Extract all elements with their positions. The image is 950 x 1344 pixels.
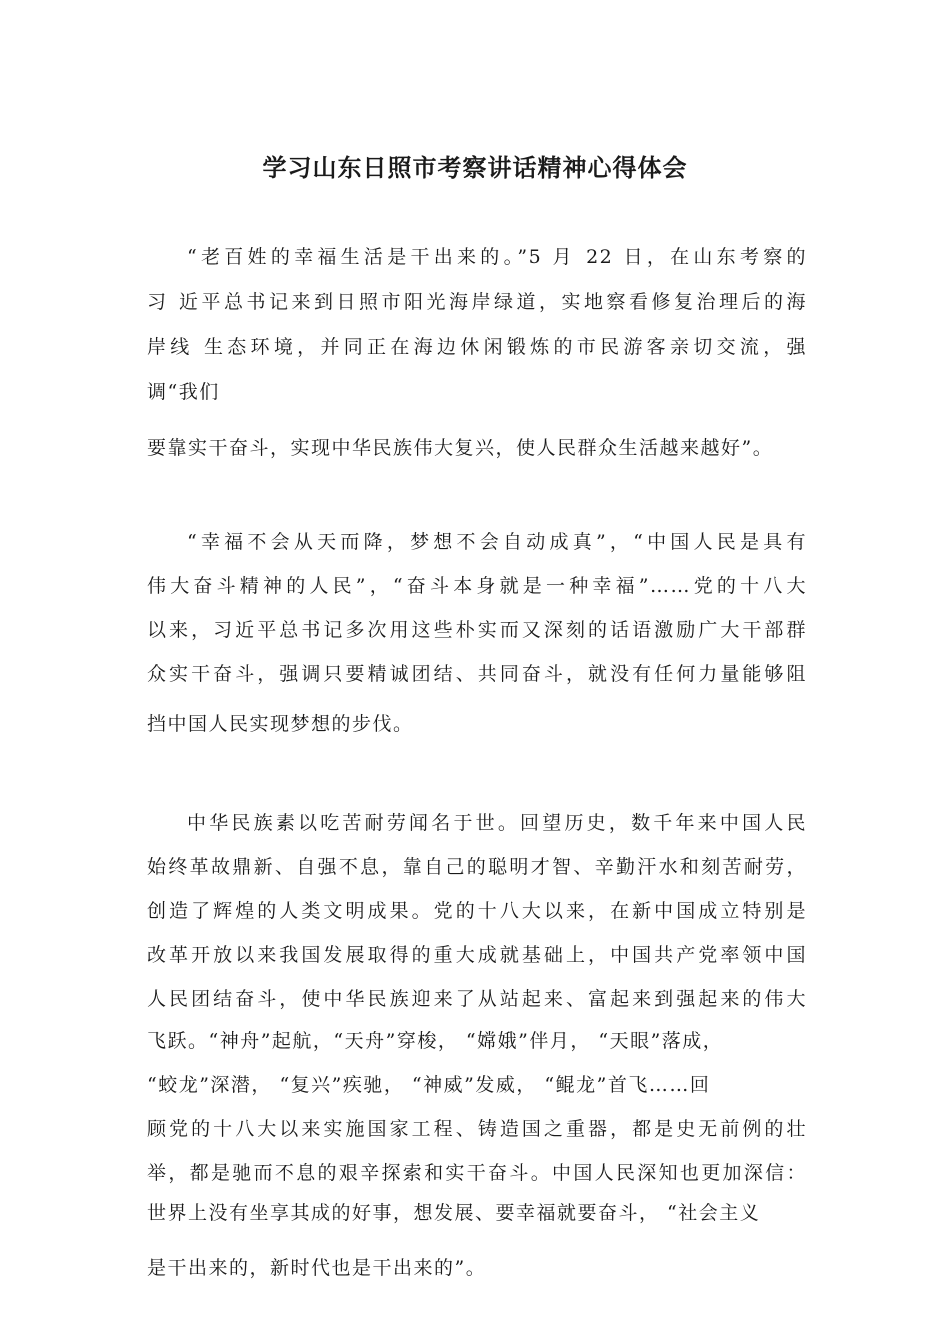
text-line: 要靠实干奋斗，实现中华民族伟大复兴，使人民群众生活越来越好”。 (147, 437, 774, 459)
document-title: 学习山东日照市考察讲话精神心得体会 (262, 154, 688, 182)
text-line: 伟大奋斗精神的人民”，“奋斗本身就是一种幸福”……党的十八大 (147, 575, 807, 597)
text-line: 岸线 生态环境，并同正在海边休闲锻炼的市民游客亲切交流，强 (147, 336, 807, 358)
text-line: 世界上没有坐享其成的好事，想发展、要幸福就要奋斗， “社会主义 (147, 1202, 761, 1224)
text-line: 始终革故鼎新、自强不息，靠自己的聪明才智、辛勤汗水和刻苦耐劳， (147, 856, 807, 878)
text-line: 中华民族素以吃苦耐劳闻名于世。回望历史，数千年来中国人民 (187, 812, 807, 834)
text-line: 是干出来的，新时代也是干出来的”。 (147, 1257, 487, 1279)
text-line: 众实干奋斗，强调只要精诚团结、共同奋斗，就没有任何力量能够阻 (147, 663, 807, 685)
text-line: 改革开放以来我国发展取得的重大成就基础上，中国共产党率领中国 (147, 944, 807, 966)
text-line: “老百姓的幸福生活是干出来的。”5 月 22 日，在山东考察的 (187, 246, 807, 268)
text-line: 创造了辉煌的人类文明成果。党的十八大以来，在新中国成立特别是 (147, 900, 807, 922)
text-line: 飞跃。“神舟”起航，“天舟”穿梭， “嫦娥”伴月， “天眼”落成， (147, 1030, 724, 1052)
text-line: “幸福不会从天而降，梦想不会自动成真”，“中国人民是具有 (187, 531, 807, 553)
text-line: 顾党的十八大以来实施国家工程、铸造国之重器，都是史无前例的壮 (147, 1118, 807, 1140)
text-line: 人民团结奋斗，使中华民族迎来了从站起来、富起来到强起来的伟大 (147, 988, 807, 1010)
text-line: “蛟龙”深潜， “复兴”疾驰， “神威”发威， “鲲龙”首飞……回 (147, 1074, 711, 1096)
text-line: 习 近平总书记来到日照市阳光海岸绿道，实地察看修复治理后的海 (147, 291, 807, 313)
text-line: 举，都是驰而不息的艰辛探索和实干奋斗。中国人民深知也更加深信： (147, 1162, 807, 1184)
text-line: 以来，习近平总书记多次用这些朴实而又深刻的话语激励广大干部群 (147, 619, 807, 641)
text-line: 挡中国人民实现梦想的步伐。 (147, 713, 414, 735)
text-line: 调“我们 (147, 381, 220, 403)
